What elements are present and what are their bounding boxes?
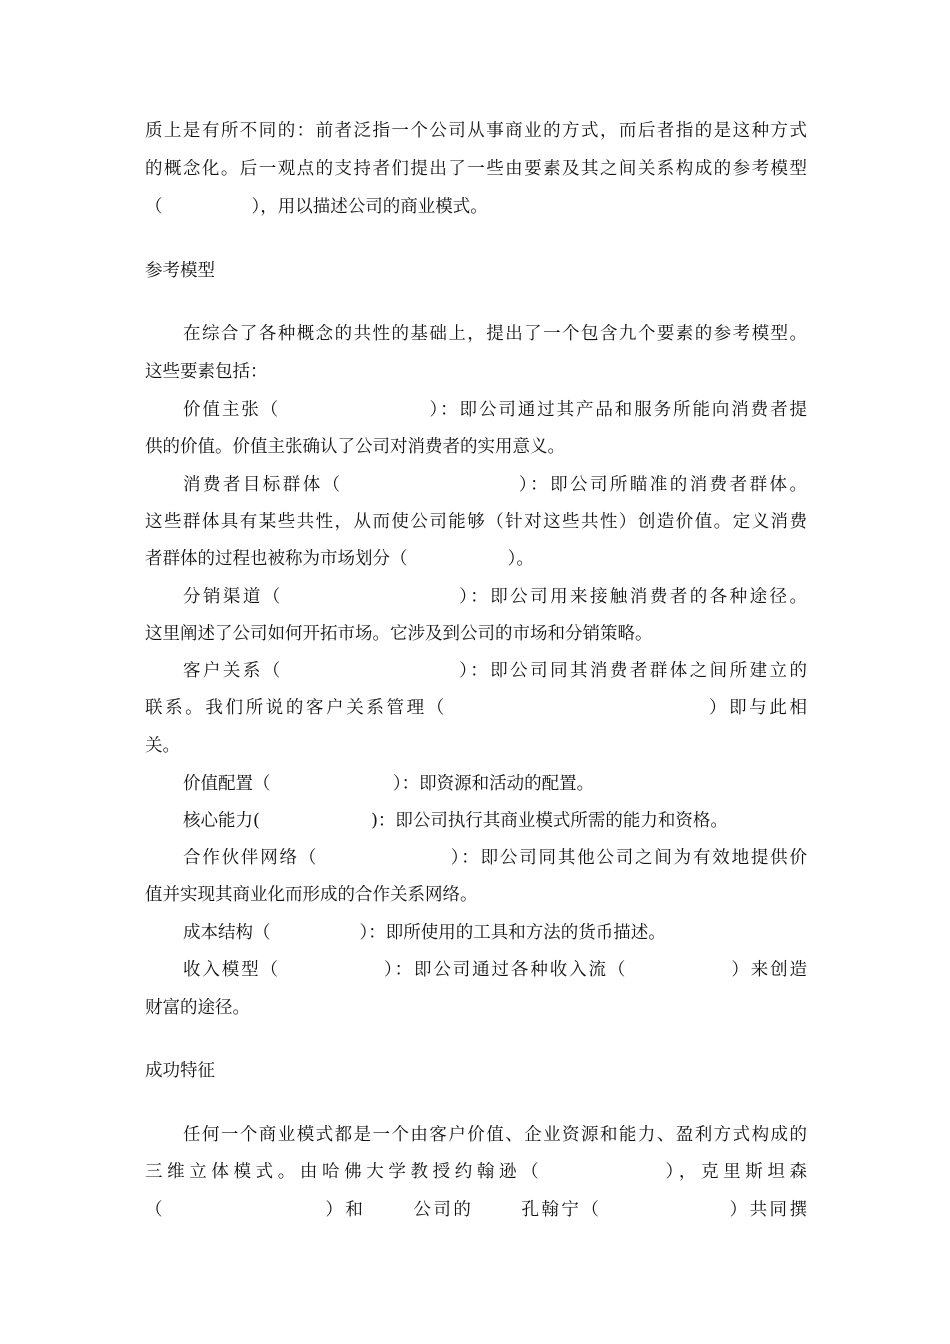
item-revenue-model-line-2: 财富的途径。 [145, 998, 250, 1018]
item-distribution-channel-line-1: 分销渠道（ ）：即公司用来接触消费者的各种途径。 [183, 587, 807, 607]
section2-para-line-3: （ ）和 公司的 孔翰宁（ ）共同撰 [145, 1200, 807, 1220]
item-value-proposition-line-1: 价值主张（ ）：即公司通过其产品和服务所能向消费者提 [183, 400, 807, 420]
item-core-capability: 核心能力( )：即公司执行其商业模式所需的能力和资格。 [183, 811, 728, 831]
item-customer-relationship-line-3: 关。 [145, 736, 180, 756]
section2-para-line-1: 任何一个商业模式都是一个由客户价值、企业资源和能力、盈利方式构成的 [183, 1125, 807, 1145]
item-partner-network-line-1: 合作伙伴网络（ ）：即公司同其他公司之间为有效地提供价 [183, 848, 807, 868]
item-distribution-channel-line-2: 这里阐述了公司如何开拓市场。它涉及到公司的市场和分销策略。 [145, 624, 653, 644]
intro-line-3: （ ），用以描述公司的商业模式。 [145, 197, 488, 217]
item-cost-structure: 成本结构（ ）：即所使用的工具和方法的货币描述。 [183, 923, 666, 943]
section1-para-line-2: 这些要素包括： [145, 362, 268, 382]
section-heading-success-features: 成功特征 [145, 1061, 215, 1081]
intro-line-1: 质上是有所不同的：前者泛指一个公司从事商业的方式，而后者指的是这种方式 [145, 121, 807, 141]
item-customer-relationship-line-2: 联系。我们所说的客户关系管理（ ）即与此相 [145, 698, 807, 718]
section2-para-line-2: 三维立体模式。由哈佛大学教授约翰逊（ ），克里斯坦森 [145, 1162, 807, 1182]
item-customer-relationship-line-1: 客户关系（ ）：即公司同其消费者群体之间所建立的 [183, 661, 807, 681]
item-target-customer-line-3: 者群体的过程也被称为市场划分（ ）。 [145, 549, 534, 569]
item-target-customer-line-1: 消费者目标群体（ ）：即公司所瞄准的消费者群体。 [183, 475, 807, 495]
section1-para-line-1: 在综合了各种概念的共性的基础上，提出了一个包含九个要素的参考模型。 [183, 324, 807, 344]
item-value-proposition-line-2: 供的价值。价值主张确认了公司对消费者的实用意义。 [145, 437, 565, 457]
intro-line-2: 的概念化。后一观点的支持者们提出了一些由要素及其之间关系构成的参考模型 [145, 159, 807, 179]
item-target-customer-line-2: 这些群体具有某些共性，从而使公司能够（针对这些共性）创造价值。定义消费 [145, 512, 807, 532]
item-value-configuration: 价值配置（ ）：即资源和活动的配置。 [183, 774, 595, 794]
item-partner-network-line-2: 值并实现其商业化而形成的合作关系网络。 [145, 885, 478, 905]
section-heading-reference-model: 参考模型 [145, 261, 215, 281]
item-revenue-model-line-1: 收入模型（ ）：即公司通过各种收入流（ ）来创造 [183, 960, 807, 980]
